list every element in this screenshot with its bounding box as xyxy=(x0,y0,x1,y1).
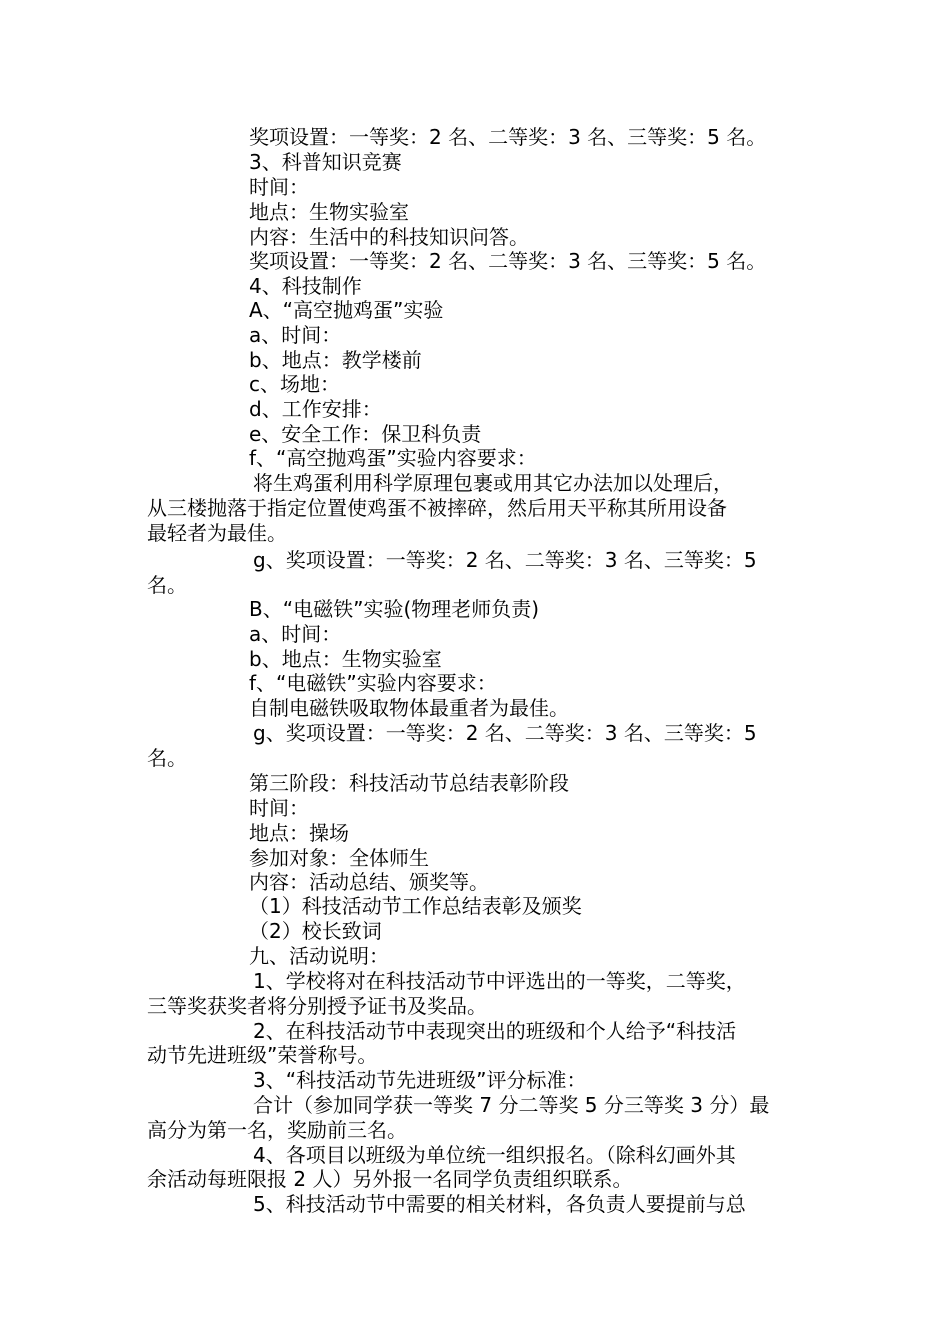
text-line: a、时间： xyxy=(249,323,342,347)
text-line: g、奖项设置：一等奖：2 名、二等奖：3 名、三等奖：5 xyxy=(253,721,757,745)
text-line: 内容：生活中的科技知识问答。 xyxy=(249,225,529,249)
text-line: 高分为第一名，奖励前三名。 xyxy=(147,1118,407,1142)
text-line: 2、在科技活动节中表现突出的班级和个人给予“科技活 xyxy=(253,1019,737,1043)
text-line: （2）校长致词 xyxy=(249,919,382,943)
text-line: 参加对象：全体师生 xyxy=(249,846,429,870)
text-line: g、奖项设置：一等奖：2 名、二等奖：3 名、三等奖：5 xyxy=(253,548,757,572)
text-line: 奖项设置：一等奖：2 名、二等奖：3 名、三等奖：5 名。 xyxy=(249,125,767,149)
text-line: 最轻者为最佳。 xyxy=(147,521,287,545)
text-line: f、“电磁铁”实验内容要求： xyxy=(249,671,497,695)
text-line: 余活动每班限报 2 人）另外报一名同学负责组织联系。 xyxy=(147,1167,633,1191)
text-line: 名。 xyxy=(147,573,187,597)
text-line: c、场地： xyxy=(249,372,340,396)
text-line: 5、科技活动节中需要的相关材料，各负责人要提前与总 xyxy=(253,1192,746,1216)
text-line: 3、“科技活动节先进班级”评分标准： xyxy=(253,1068,587,1092)
text-line: b、地点：生物实验室 xyxy=(249,647,442,671)
text-line: b、地点：教学楼前 xyxy=(249,348,422,372)
text-line: 合计（参加同学获一等奖 7 分二等奖 5 分三等奖 3 分）最 xyxy=(253,1093,770,1117)
text-line: 时间： xyxy=(249,796,309,820)
text-line: 内容：活动总结、颁奖等。 xyxy=(249,870,489,894)
text-line: 三等奖获奖者将分别授予证书及奖品。 xyxy=(147,994,487,1018)
text-line: e、安全工作：保卫科负责 xyxy=(249,422,482,446)
text-line: 动节先进班级”荣誉称号。 xyxy=(147,1043,378,1067)
text-line: 4、各项目以班级为单位统一组织报名。（除科幻画外其 xyxy=(253,1143,736,1167)
text-line: 地点：操场 xyxy=(249,821,349,845)
text-line: 第三阶段：科技活动节总结表彰阶段 xyxy=(249,771,569,795)
text-line: 名。 xyxy=(147,746,187,770)
text-line: 3、科普知识竞赛 xyxy=(249,150,402,174)
text-line: 九、活动说明： xyxy=(249,944,389,968)
text-line: d、工作安排： xyxy=(249,397,382,421)
text-line: 自制电磁铁吸取物体最重者为最佳。 xyxy=(249,696,569,720)
text-line: B、“电磁铁”实验(物理老师负责) xyxy=(249,597,540,621)
text-line: 地点：生物实验室 xyxy=(249,200,409,224)
text-line: 1、学校将对在科技活动节中评选出的一等奖，二等奖， xyxy=(253,969,746,993)
text-line: 时间： xyxy=(249,175,309,199)
text-line: f、“高空抛鸡蛋”实验内容要求： xyxy=(249,446,537,470)
text-line: A、“高空抛鸡蛋”实验 xyxy=(249,298,444,322)
text-line: 奖项设置：一等奖：2 名、二等奖：3 名、三等奖：5 名。 xyxy=(249,249,767,273)
text-line: a、时间： xyxy=(249,622,342,646)
text-line: 将生鸡蛋利用科学原理包裹或用其它办法加以处理后， xyxy=(253,471,733,495)
text-line: 从三楼抛落于指定位置使鸡蛋不被摔碎，然后用天平称其所用设备 xyxy=(147,496,727,520)
text-line: （1）科技活动节工作总结表彰及颁奖 xyxy=(249,894,582,918)
text-line: 4、科技制作 xyxy=(249,274,362,298)
